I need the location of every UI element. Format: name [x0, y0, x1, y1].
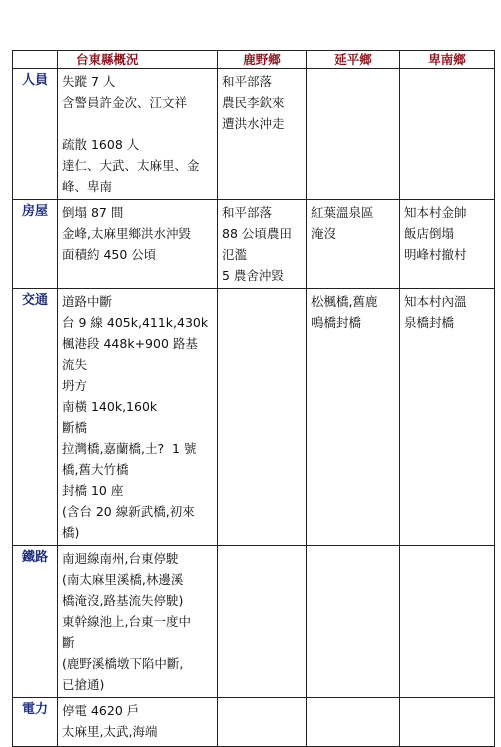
cell-text-line: 道路中斷	[62, 294, 113, 309]
cell-personnel-yanping	[307, 69, 400, 200]
row-label-traffic: 交通	[13, 289, 58, 546]
cell-text-line: 台 9 線 405k,411k,430k	[62, 315, 209, 330]
disaster-summary-table	[12, 50, 495, 747]
cell-text-line: 面積約 450 公頃	[62, 247, 157, 262]
cell-text-line: 和平部落	[222, 74, 273, 89]
table-header-row	[13, 51, 495, 69]
cell-traffic-county	[58, 289, 218, 546]
cell-text-line: 鳴橋封橋	[311, 315, 362, 330]
cell-text-line: 停電 4620 戶	[62, 703, 140, 718]
cell-text-line: 封橋 10 座	[62, 483, 124, 498]
cell-power-luye	[218, 698, 307, 747]
cell-housing-county	[58, 200, 218, 289]
cell-text-line: 流失	[62, 357, 88, 372]
table-row	[13, 200, 495, 289]
cell-housing-yanping	[307, 200, 400, 289]
cell-text-line: 5 農舍沖毀	[222, 268, 284, 283]
cell-text-line: 南橫 140k,160k	[62, 399, 158, 414]
cell-text-line: 淹沒	[311, 226, 337, 241]
cell-text-line: 農民李欽來	[222, 95, 285, 110]
cell-text-line: 斷	[62, 635, 75, 650]
header-luye: 鹿野鄉	[218, 51, 307, 69]
cell-traffic-luye	[218, 289, 307, 546]
cell-text-line: 知本村內溫	[404, 294, 467, 309]
cell-text-line: 松楓橋,舊鹿	[311, 294, 378, 309]
cell-text-line: 拉灣橋,嘉蘭橋,土? 1 號	[62, 441, 197, 456]
cell-text-line: (含台 20 線新武橋,初來	[62, 504, 195, 519]
cell-text-line: 飯店倒塌	[404, 226, 455, 241]
row-label-power: 電力	[13, 698, 58, 747]
row-label-railway: 鐵路	[13, 546, 58, 698]
cell-text-line: 含警員許金次、江文祥	[62, 95, 188, 110]
table-row	[13, 289, 495, 546]
cell-text-line: 東幹線池上,台東一度中	[62, 614, 191, 629]
cell-text-line: 疏散 1608 人	[62, 137, 140, 152]
table-row	[13, 69, 495, 200]
cell-text-line: 失蹤 7 人	[62, 74, 116, 89]
cell-text-line: (南太麻里溪橋,林邊溪	[62, 572, 184, 587]
cell-text-line: 楓港段 448k+900 路基	[62, 336, 198, 351]
cell-text-line: 橋淹沒,路基流失停駛)	[62, 593, 184, 608]
header-yanping: 延平鄉	[307, 51, 400, 69]
cell-text-line: 遭洪水沖走	[222, 116, 285, 131]
cell-text-line: 已搶通)	[62, 677, 105, 692]
cell-text-line: (鹿野溪橋墩下陷中斷,	[62, 656, 184, 671]
cell-text-line: 和平部落	[222, 205, 273, 220]
cell-text-line: 88 公頃農田	[222, 226, 292, 241]
cell-power-yanping	[307, 698, 400, 747]
cell-text-line: 峰、卑南	[62, 179, 113, 194]
cell-traffic-yanping	[307, 289, 400, 546]
cell-text-line: 橋,舊大竹橋	[62, 462, 129, 477]
row-label-personnel: 人員	[13, 69, 58, 200]
cell-personnel-luye	[218, 69, 307, 200]
cell-personnel-beinan	[400, 69, 495, 200]
cell-railway-beinan	[400, 546, 495, 698]
cell-text-line: 知本村金帥	[404, 205, 467, 220]
cell-personnel-county	[58, 69, 218, 200]
header-county: 台東縣概況	[58, 51, 218, 69]
cell-railway-yanping	[307, 546, 400, 698]
cell-text-line: 南迴線南州,台東停駛	[62, 551, 179, 566]
cell-text-line: 斷橋	[62, 420, 88, 435]
blank-line	[62, 113, 213, 134]
cell-text-line: 倒塌 87 間	[62, 205, 124, 220]
cell-text-line: 明峰村撤村	[404, 247, 467, 262]
cell-traffic-beinan	[400, 289, 495, 546]
header-corner-cell	[13, 51, 58, 69]
cell-power-beinan	[400, 698, 495, 747]
cell-text-line: 泉橋封橋	[404, 315, 455, 330]
cell-text-line: 太麻里,太武,海端	[62, 724, 158, 739]
header-beinan: 卑南鄉	[400, 51, 495, 69]
cell-text-line: 氾濫	[222, 247, 248, 262]
cell-railway-luye	[218, 546, 307, 698]
cell-text-line: 橋)	[62, 525, 80, 540]
cell-text-line: 紅葉溫泉區	[311, 205, 374, 220]
cell-text-line: 達仁、大武、太麻里、金	[62, 158, 200, 173]
cell-power-county	[58, 698, 218, 747]
cell-text-line: 金峰,太麻里鄉洪水沖毀	[62, 226, 191, 241]
cell-housing-luye	[218, 200, 307, 289]
table-row	[13, 546, 495, 698]
cell-text-line: 坍方	[62, 378, 88, 393]
cell-housing-beinan	[400, 200, 495, 289]
row-label-housing: 房屋	[13, 200, 58, 289]
cell-railway-county	[58, 546, 218, 698]
table-row	[13, 698, 495, 747]
